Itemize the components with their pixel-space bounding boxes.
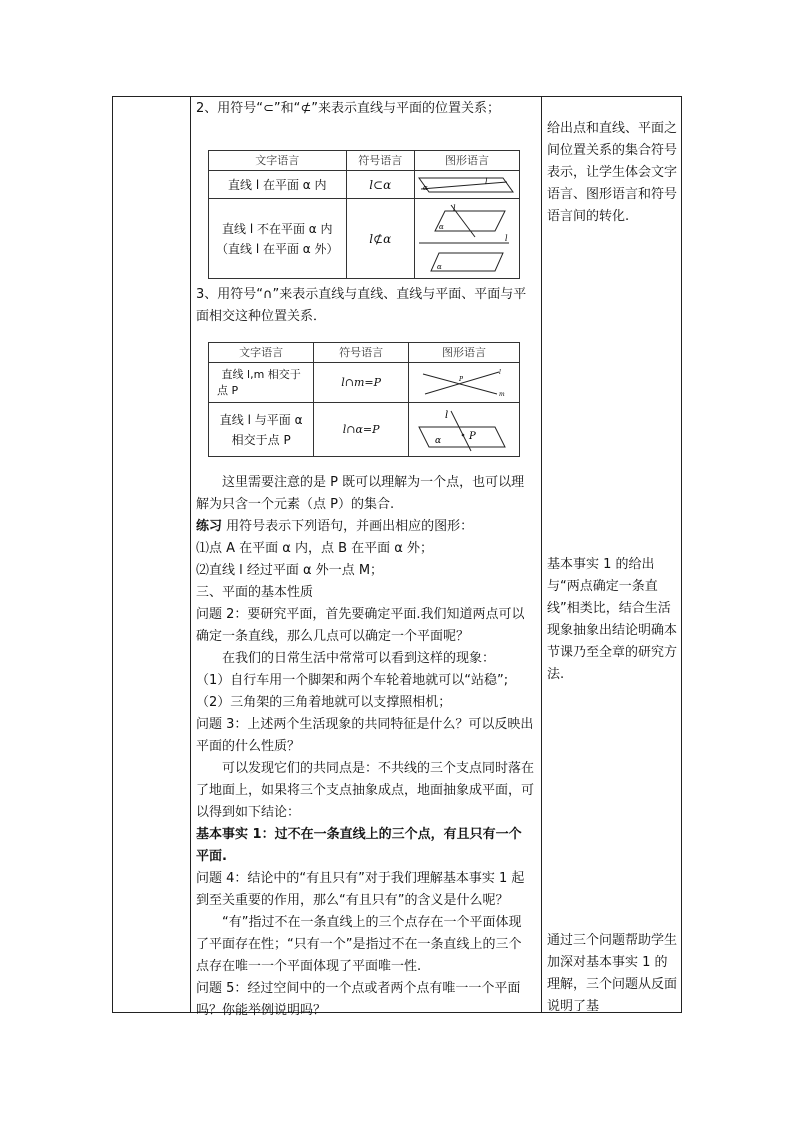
fig2b-line-label: l xyxy=(505,233,508,243)
note-paragraph: 这里需要注意的是 P 既可以理解为一个点，也可以理解为只含一个元素（点 P）的集合. xyxy=(196,475,525,512)
question-5: 问题 5：经过空间中的一个点或者两个点有唯一一个平面吗？你能举例说明吗？ xyxy=(196,981,521,1018)
side-note-1: 给出点和直线、平面之间位置关系的集合符号表示，让学生体会文字语言、图形语言和符号语言间的转化. xyxy=(547,121,678,224)
table1-row2-symbol: l⊄α xyxy=(346,199,414,279)
table2-header-figure: 图形语言 xyxy=(409,343,520,363)
table2-header-text: 文字语言 xyxy=(209,343,314,363)
fig2a-plane-label: α xyxy=(439,222,444,231)
fig3-l-label: l xyxy=(499,368,501,376)
fig1-plane-label: α xyxy=(423,183,428,192)
table2-row1-text-b: 点 P xyxy=(217,383,239,397)
question-2: 问题 2：要研究平面，首先要确定平面.我们知道两点可以确定一条直线，那么几点可以确定一个平面呢？ xyxy=(196,607,525,644)
table1-row1-symbol: l⊂α xyxy=(346,171,414,199)
section-heading: 三、平面的基本性质 xyxy=(196,585,314,600)
answer-4: “有”指过不在一条直线上的三个点存在一个平面体现了平面存在性；“只有一个”是指过不在一条直线上的三个点存在唯一一个平面体现了平面唯一性. xyxy=(196,915,522,974)
answer-3: 可以发现它们的共同点是：不共线的三个支点同时落在了地面上，如果将三个支点抽象成点，地面抽象成平面，可以得到如下结论： xyxy=(196,761,535,820)
column-divider-right xyxy=(541,97,542,1012)
table2-row2-text-a: 直线 l 与平面 α xyxy=(219,412,303,427)
exercise-2: ⑵直线 l 经过平面 α 外一点 M； xyxy=(196,563,384,578)
exercise-1: ⑴点 A 在平面 α 内，点 B 在平面 α 外； xyxy=(196,541,434,556)
line-outside-plane-figures xyxy=(415,201,519,277)
table2-row2-figure xyxy=(409,403,520,457)
line-in-plane-figure xyxy=(415,173,519,197)
table1-row1-text: 直线 l 在平面 α 内 xyxy=(209,171,347,199)
question-4: 问题 4：结论中的“有且只有”对于我们理解基本事实 1 起到至关重要的作用，那么“有且只有”的含义是什么呢？ xyxy=(196,871,525,908)
table1-row1-figure xyxy=(415,171,520,199)
exercise-label: 练习 xyxy=(196,519,223,534)
fig3-m-label: m xyxy=(499,390,505,398)
basic-fact-1: 基本事实 1：过不在一条直线上的三个点，有且只有一个平面. xyxy=(196,827,522,864)
fig2b-plane-label: α xyxy=(437,262,442,271)
observation-1: （1）自行车用一个脚架和两个车轮着地就可以“站稳”; xyxy=(196,673,509,688)
table2-row1-symbol: l∩m=P xyxy=(314,363,409,403)
table-intersect-relations xyxy=(208,342,520,457)
main-content xyxy=(196,98,534,120)
intro-symbol-subset: 2、用符号“⊂”和“⊄”来表示直线与平面的位置关系； xyxy=(196,101,500,116)
fig4-alpha-label: α xyxy=(435,435,442,446)
table2-header-symbol: 符号语言 xyxy=(314,343,409,363)
exercise-line xyxy=(196,516,534,538)
table2-row1-text-a: 直线 l,m 相交于 xyxy=(221,367,301,381)
table-subset-relations xyxy=(208,150,520,279)
observation-intro: 在我们的日常生活中常常可以看到这样的现象： xyxy=(222,651,496,666)
main-body xyxy=(196,472,534,1022)
fig4-p-label: P xyxy=(469,430,476,442)
side-note-3: 通过三个问题帮助学生加深对基本事实 1 的理解，三个问题从反面说明了基 xyxy=(547,933,678,1014)
table1-header-figure: 图形语言 xyxy=(415,151,520,171)
lines-intersect-figure xyxy=(409,366,519,400)
table1-header-text: 文字语言 xyxy=(209,151,347,171)
line-plane-intersect-figure xyxy=(409,405,519,455)
table1-row2-figure xyxy=(415,199,520,279)
table2-row1-text xyxy=(209,363,314,403)
table1-row2-text-a: 直线 l 不在平面 α 内 xyxy=(222,221,333,236)
side-note-2: 基本事实 1 的给出与“两点确定一条直线”相类比，结合生活现象抽象出结论明确本节课乃至全章的研究方法. xyxy=(547,557,678,682)
table2-row2-text-b: 相交于点 P xyxy=(231,432,291,447)
intro-intersect-block xyxy=(196,284,534,328)
exercise-text: 用符号表示下列语句，并画出相应的图形： xyxy=(222,519,474,534)
table1-row2-text xyxy=(209,199,347,279)
table2-row2-symbol: l∩α=P xyxy=(314,403,409,457)
intro-symbol-intersect: 3、用符号“∩”来表示直线与直线、直线与平面、平面与平面相交这种位置关系． xyxy=(196,287,527,324)
fig1-line-label: l xyxy=(485,176,488,186)
column-divider-left xyxy=(190,97,191,1012)
observation-2: （2）三角架的三角着地就可以支撑照相机； xyxy=(196,695,452,710)
table1-row2-text-b: （直线 l 在平面 α 外） xyxy=(216,241,339,256)
table2-row2-text xyxy=(209,403,314,457)
fig4-l-label: l xyxy=(445,409,449,421)
fig2a-line-label: l xyxy=(453,203,456,213)
table1-header-symbol: 符号语言 xyxy=(346,151,414,171)
table2-row1-figure xyxy=(409,363,520,403)
fig3-p-label: P xyxy=(459,375,464,383)
question-3: 问题 3：上述两个生活现象的共同特征是什么？可以反映出平面的什么性质？ xyxy=(196,717,534,754)
